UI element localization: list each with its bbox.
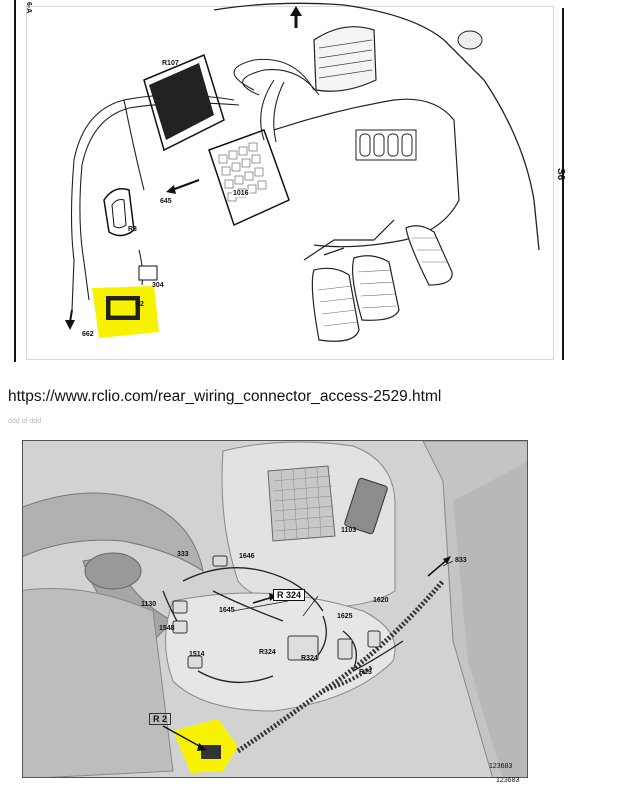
figure-number-outer: 123683 (496, 777, 520, 784)
arrow-662-icon (65, 310, 75, 330)
source-url-text: https://www.rclio.com/rear_wiring_connector_access-2529.html (8, 388, 442, 405)
pedals (304, 220, 452, 341)
label-1625: 1625 (337, 613, 353, 620)
label-1548: 1548 (159, 625, 175, 632)
callout-r324: R 324 (273, 589, 305, 601)
figure-number-inner: 123683 (489, 763, 513, 770)
left-panel (23, 589, 173, 779)
label-1646: 1646 (239, 553, 255, 560)
label-1130: 1130 (141, 601, 157, 608)
label-645: 645 (160, 198, 172, 205)
label-r13: R13 (359, 669, 372, 676)
bottom-diagram (22, 440, 528, 778)
r2-highlight (163, 719, 238, 773)
label-1016: 1016 (233, 190, 249, 197)
dashboard-outline (214, 3, 539, 250)
switch-bank (356, 130, 416, 160)
arrow-645-icon (166, 180, 199, 194)
arrow-833-icon (428, 556, 451, 576)
up-arrow-icon (290, 6, 302, 28)
label-1514: 1514 (189, 651, 205, 658)
label-r324-a: R324 (259, 649, 276, 656)
air-vent (314, 27, 376, 92)
section-label: S6 (555, 168, 566, 181)
faded-text: ddd of ddd (8, 418, 42, 425)
label-r324-b: R324 (301, 655, 318, 662)
bottom-drawing (23, 441, 528, 778)
callout-r2: R 2 (149, 713, 171, 725)
label-662: 662 (82, 331, 94, 338)
connector-1016 (209, 130, 289, 225)
label-1103: 1103 (341, 527, 357, 534)
top-diagram (14, 0, 574, 365)
page-tag: 6-A (25, 2, 32, 14)
label-r3: R3 (128, 226, 137, 233)
label-r107: R107 (162, 60, 179, 67)
dashboard-lower (274, 99, 459, 247)
door-panel (453, 461, 528, 778)
label-304: 304 (152, 282, 164, 289)
seat-heater-pad (268, 466, 335, 541)
top-right-rule (562, 8, 564, 360)
dash-knob (458, 31, 482, 49)
connector-r2-highlight (92, 286, 159, 338)
top-drawing (14, 0, 562, 362)
label-833: 833 (455, 557, 467, 564)
label-1620: 1620 (373, 597, 389, 604)
connector-304 (139, 266, 157, 280)
label-1645: 1645 (219, 607, 235, 614)
fuse-box-r107 (144, 55, 224, 150)
gear-knob (85, 553, 141, 589)
label-r2: R2 (135, 301, 144, 308)
label-333: 333 (177, 551, 189, 558)
